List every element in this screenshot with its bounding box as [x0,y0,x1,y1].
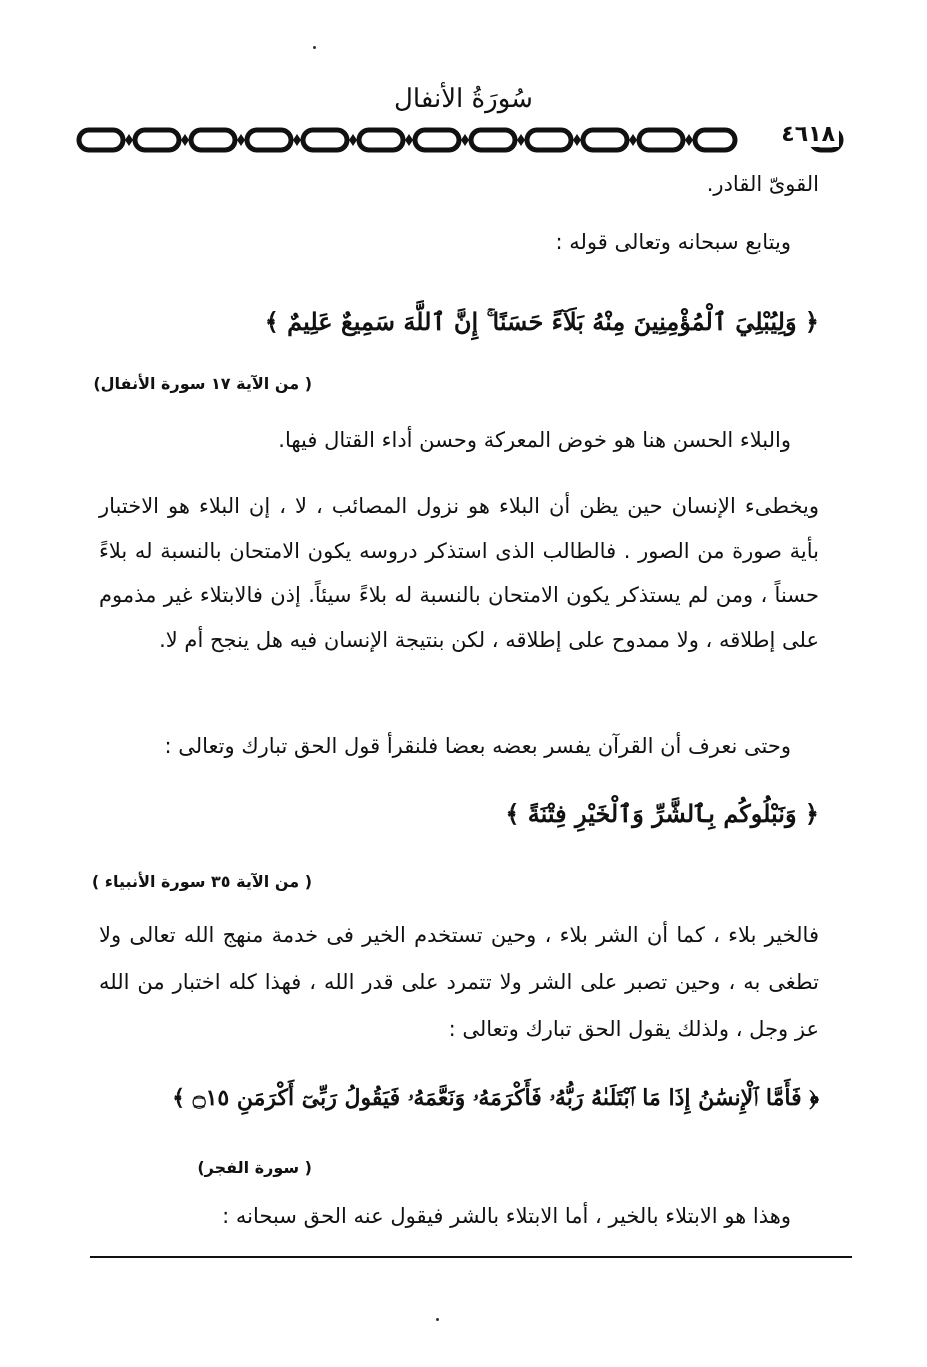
surah-title: سُورَةُ الأنفال [394,84,533,114]
paragraph-6: فالخير بلاء ، كما أن الشر بلاء ، وحين تستخدم الخير فى خدمة منهج الله تعالى ولا تطغى به ، وحين تصبر على الشر ولا تتمرد على قدر الله ، فهذا كله اختبار من الله عز وجل ، ولذلك يقول الحق تبارك وتعالى : [99,923,819,1041]
paragraph-4: ويخطىء الإنسان حين يظن أن البلاء هو نزول المصائب ، لا ، إن البلاء هو الاختبار بأية صورة من الصور . فالطالب الذى استذكر دروسه يكون الامتحان بالنسبة له بلاءً حسناً ، ومن لم يستذكر يكون الامتحان بالنسبة له بلاءً سيئاً. إذن فالابتلاء غير مذموم على إطلاقه ، ولا ممدوح على إطلاقه ، لكن بنتيجة الإنسان فيه هل ينجح أم لا. [99,494,819,652]
quran-verse-1: ﴿ وَلِيُبْلِيَ ٱلْمُؤْمِنِينَ مِنْهُ بَلَآءً حَسَنًا ۚ إِنَّ ٱللَّهَ سَمِيعٌ عَلِيمٌ ﴾ [264,307,819,336]
paper-speck [436,1318,439,1321]
page-number: ٤٦١٨ [777,122,839,147]
paper-speck [313,46,316,49]
verse-reference-1: ( من الآية ١٧ سورة الأنفال) [93,374,312,393]
paragraph-7: وهذا هو الابتلاء بالخير ، أما الابتلاء بالشر فيقول عنه الحق سبحانه : [222,1204,791,1228]
paragraph-5: وحتى نعرف أن القرآن يفسر بعضه بعضا فلنقرأ قول الحق تبارك وتعالى : [164,734,791,758]
verse-reference-3: ( سورة الفجر) [197,1158,312,1177]
paragraph-1: القوىّ القادر. [706,172,819,196]
quran-verse-2: ﴿ وَنَبْلُوكُم بِٱلشَّرِّ وَٱلْخَيْرِ فِتْنَةً ﴾ [505,799,819,828]
footer-divider [90,1256,852,1258]
paragraph-2: ويتابع سبحانه وتعالى قوله : [555,230,791,254]
quran-verse-3: ﴿ فَأَمَّا ٱلْإِنسَٰنُ إِذَا مَا ٱبْتَلَىٰهُ رَبُّهُۥ فَأَكْرَمَهُۥ وَنَعَّمَهُۥ فَيَقُولُ رَبِّىٓ أَكْرَمَنِ ۝١٥ ﴾ [172,1085,819,1111]
verse-reference-2: ( من الآية ٣٥ سورة الأنبياء ) [91,872,312,891]
ornamental-border [75,122,845,158]
paragraph-3: والبلاء الحسن هنا هو خوض المعركة وحسن أداء القتال فيها. [278,428,791,452]
